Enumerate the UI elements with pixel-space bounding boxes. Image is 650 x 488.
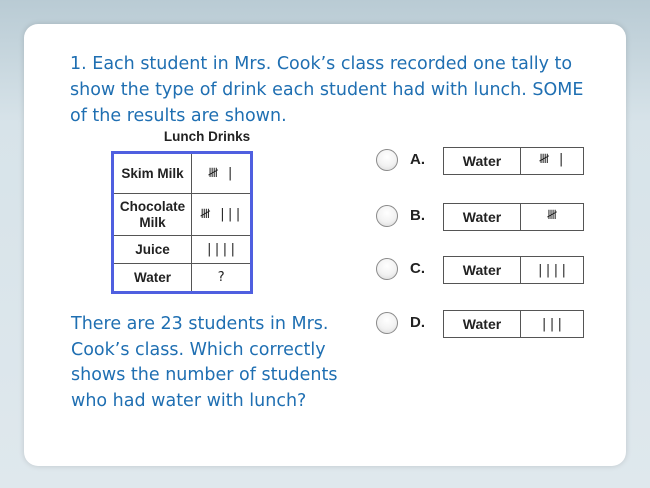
option-letter: A. [410, 151, 425, 168]
option-tally: |||| [536, 262, 568, 278]
table-row-label: Skim Milk [114, 154, 192, 194]
table-row-tally: ? [217, 269, 225, 285]
radio-button[interactable] [376, 312, 398, 334]
lunch-drinks-table [111, 151, 253, 294]
table-row-label: Chocolate Milk [114, 194, 192, 236]
table-row-tally: 𝍸 ||| [192, 194, 250, 236]
option-letter: D. [410, 314, 425, 331]
table-row-label: Juice [114, 236, 192, 264]
option-tally: 𝍸 [546, 208, 558, 223]
question-text: 1. Each student in Mrs. Cook’s class recorded one tally to show the type of drink each student had with lunch. SOME of the results are shown. [70, 54, 584, 126]
option-table [443, 310, 584, 338]
radio-button[interactable] [376, 205, 398, 227]
option-drink-name: Water [444, 204, 521, 230]
option-letter: C. [410, 260, 425, 277]
table-row-label: Water [114, 264, 192, 291]
radio-button[interactable] [376, 258, 398, 280]
radio-button[interactable] [376, 149, 398, 171]
option-tally: ||| [540, 316, 564, 332]
option-drink-name: Water [444, 311, 521, 337]
option-table [443, 147, 584, 175]
prompt-text: There are 23 students in Mrs. Cook’s class. Which correctly shows the number of students who had water with lunch? [71, 314, 338, 411]
table-row-tally: 𝍸 | [192, 154, 250, 194]
option-letter: B. [410, 207, 425, 224]
option-table [443, 256, 584, 284]
option-drink-name: Water [444, 257, 521, 283]
table-title: Lunch Drinks [163, 129, 251, 144]
table-row-tally: |||| [192, 236, 250, 264]
option-tally: 𝍸 | [538, 152, 566, 167]
option-table [443, 203, 584, 231]
question-card [24, 24, 626, 466]
option-drink-name: Water [444, 148, 521, 174]
